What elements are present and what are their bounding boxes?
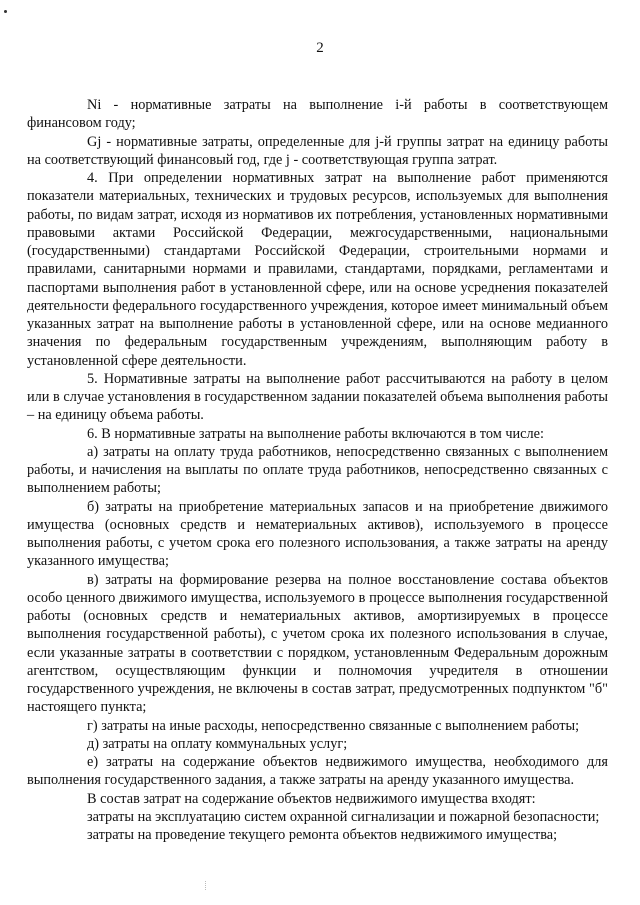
paragraph-costs-composition [87,790,608,808]
paragraph-6a [27,443,608,498]
paragraph-text: затраты на эксплуатацию систем охранной сигнализации и пожарной безопасности; [87,808,600,825]
paragraph-6 [87,425,608,443]
paragraph-gj-definition [27,133,608,170]
paragraph-6g [87,717,608,735]
paragraph-ni-definition [27,96,608,133]
paragraph-text: Ni - нормативные затраты на выполнение i-й работы в соответствующем финансовом году; [27,97,608,132]
page-number: 2 [316,40,324,56]
paragraph-text: г) затраты на иные расходы, непосредственно связанные с выполнением работы; [87,717,580,734]
paragraph-4 [27,169,608,370]
paragraph-text: а) затраты на оплату труда работников, непосредственно связанных с выполнением работы, и начисления на выплаты по оплате труда работников, непосредственно связанных с выполнением работы; [27,443,608,497]
scan-artifact [205,881,208,890]
paragraph-text: Gj - нормативные затраты, определенные для j-й группы затрат на единицу работы на соответствующий финансовый год, где j - соответствующая группа затрат. [27,133,608,168]
paragraph-text: д) затраты на оплату коммунальных услуг; [87,735,348,752]
scan-dot [4,10,7,13]
paragraph-repair-costs [87,826,608,844]
paragraph-5 [27,370,608,425]
paragraph-6b [27,498,608,571]
paragraph-text: б) затраты на приобретение материальных запасов и на приобретение движимого имущества (основных средств и нематериальных активов), используемого в процессе выполнения работы, с учетом срока его полезного использования, а также затраты на аренду указанного имущества; [27,498,608,570]
paragraph-text: В состав затрат на содержание объектов недвижимого имущества входят: [87,790,536,807]
document-body [27,96,608,844]
paragraph-text: 5. Нормативные затраты на выполнение работ рассчитываются на работу в целом или в случае установления в государственном задании показателей объема выполнения работы – на единицу объема работы. [27,370,608,424]
paragraph-6v [27,571,608,717]
paragraph-text: в) затраты на формирование резерва на полное восстановление состава объектов особо ценного движимого имущества, используемого в процессе выполнения государственной работы (основных средств и нематериальных активов, амортизируемых в процессе выполнения государственной работы), с учетом срока их полезного использования в случае, если указанные затраты в соответствии с порядком, установленным Федеральным дорожным агентством, осуществляющим функции и полномочия учредителя в отношении государственного учреждения, не включены в состав затрат, предусмотренных подпунктом "б" настоящего пункта; [27,571,608,716]
paragraph-text: 6. В нормативные затраты на выполнение работы включаются в том числе: [87,425,544,442]
paragraph-text: 4. При определении нормативных затрат на выполнение работ применяются показатели материальных, технических и трудовых ресурсов, используемых для выполнения работы, по видам затрат, исходя из нормативов их потребления, установленных нормативными правовыми актами Российской Федерации, межгосударственными, национальными (государственными) стандартами Российской Федерации, строительными нормами и правилами, санитарными нормами и правилами, стандартами, порядками, регламентами и паспортами выполнения работ в установленной сфере, или на основе усреднения показателей деятельности федерального государственного учреждения, которое имеет минимальный объем указанных затрат на выполнение работы в установленной сфере, или на основе медианного значения по федеральным государственным учреждениям, выполняющим работу в установленной сфере деятельности. [27,170,608,369]
paragraph-text: затраты на проведение текущего ремонта объектов недвижимого имущества; [87,827,558,843]
paragraph-6e [27,753,608,790]
paragraph-security-costs [87,808,608,826]
paragraph-text: е) затраты на содержание объектов недвижимого имущества, необходимого для выполнения государственного задания, а также затраты на аренду указанного имущества. [27,754,608,789]
paragraph-6d [87,735,608,753]
